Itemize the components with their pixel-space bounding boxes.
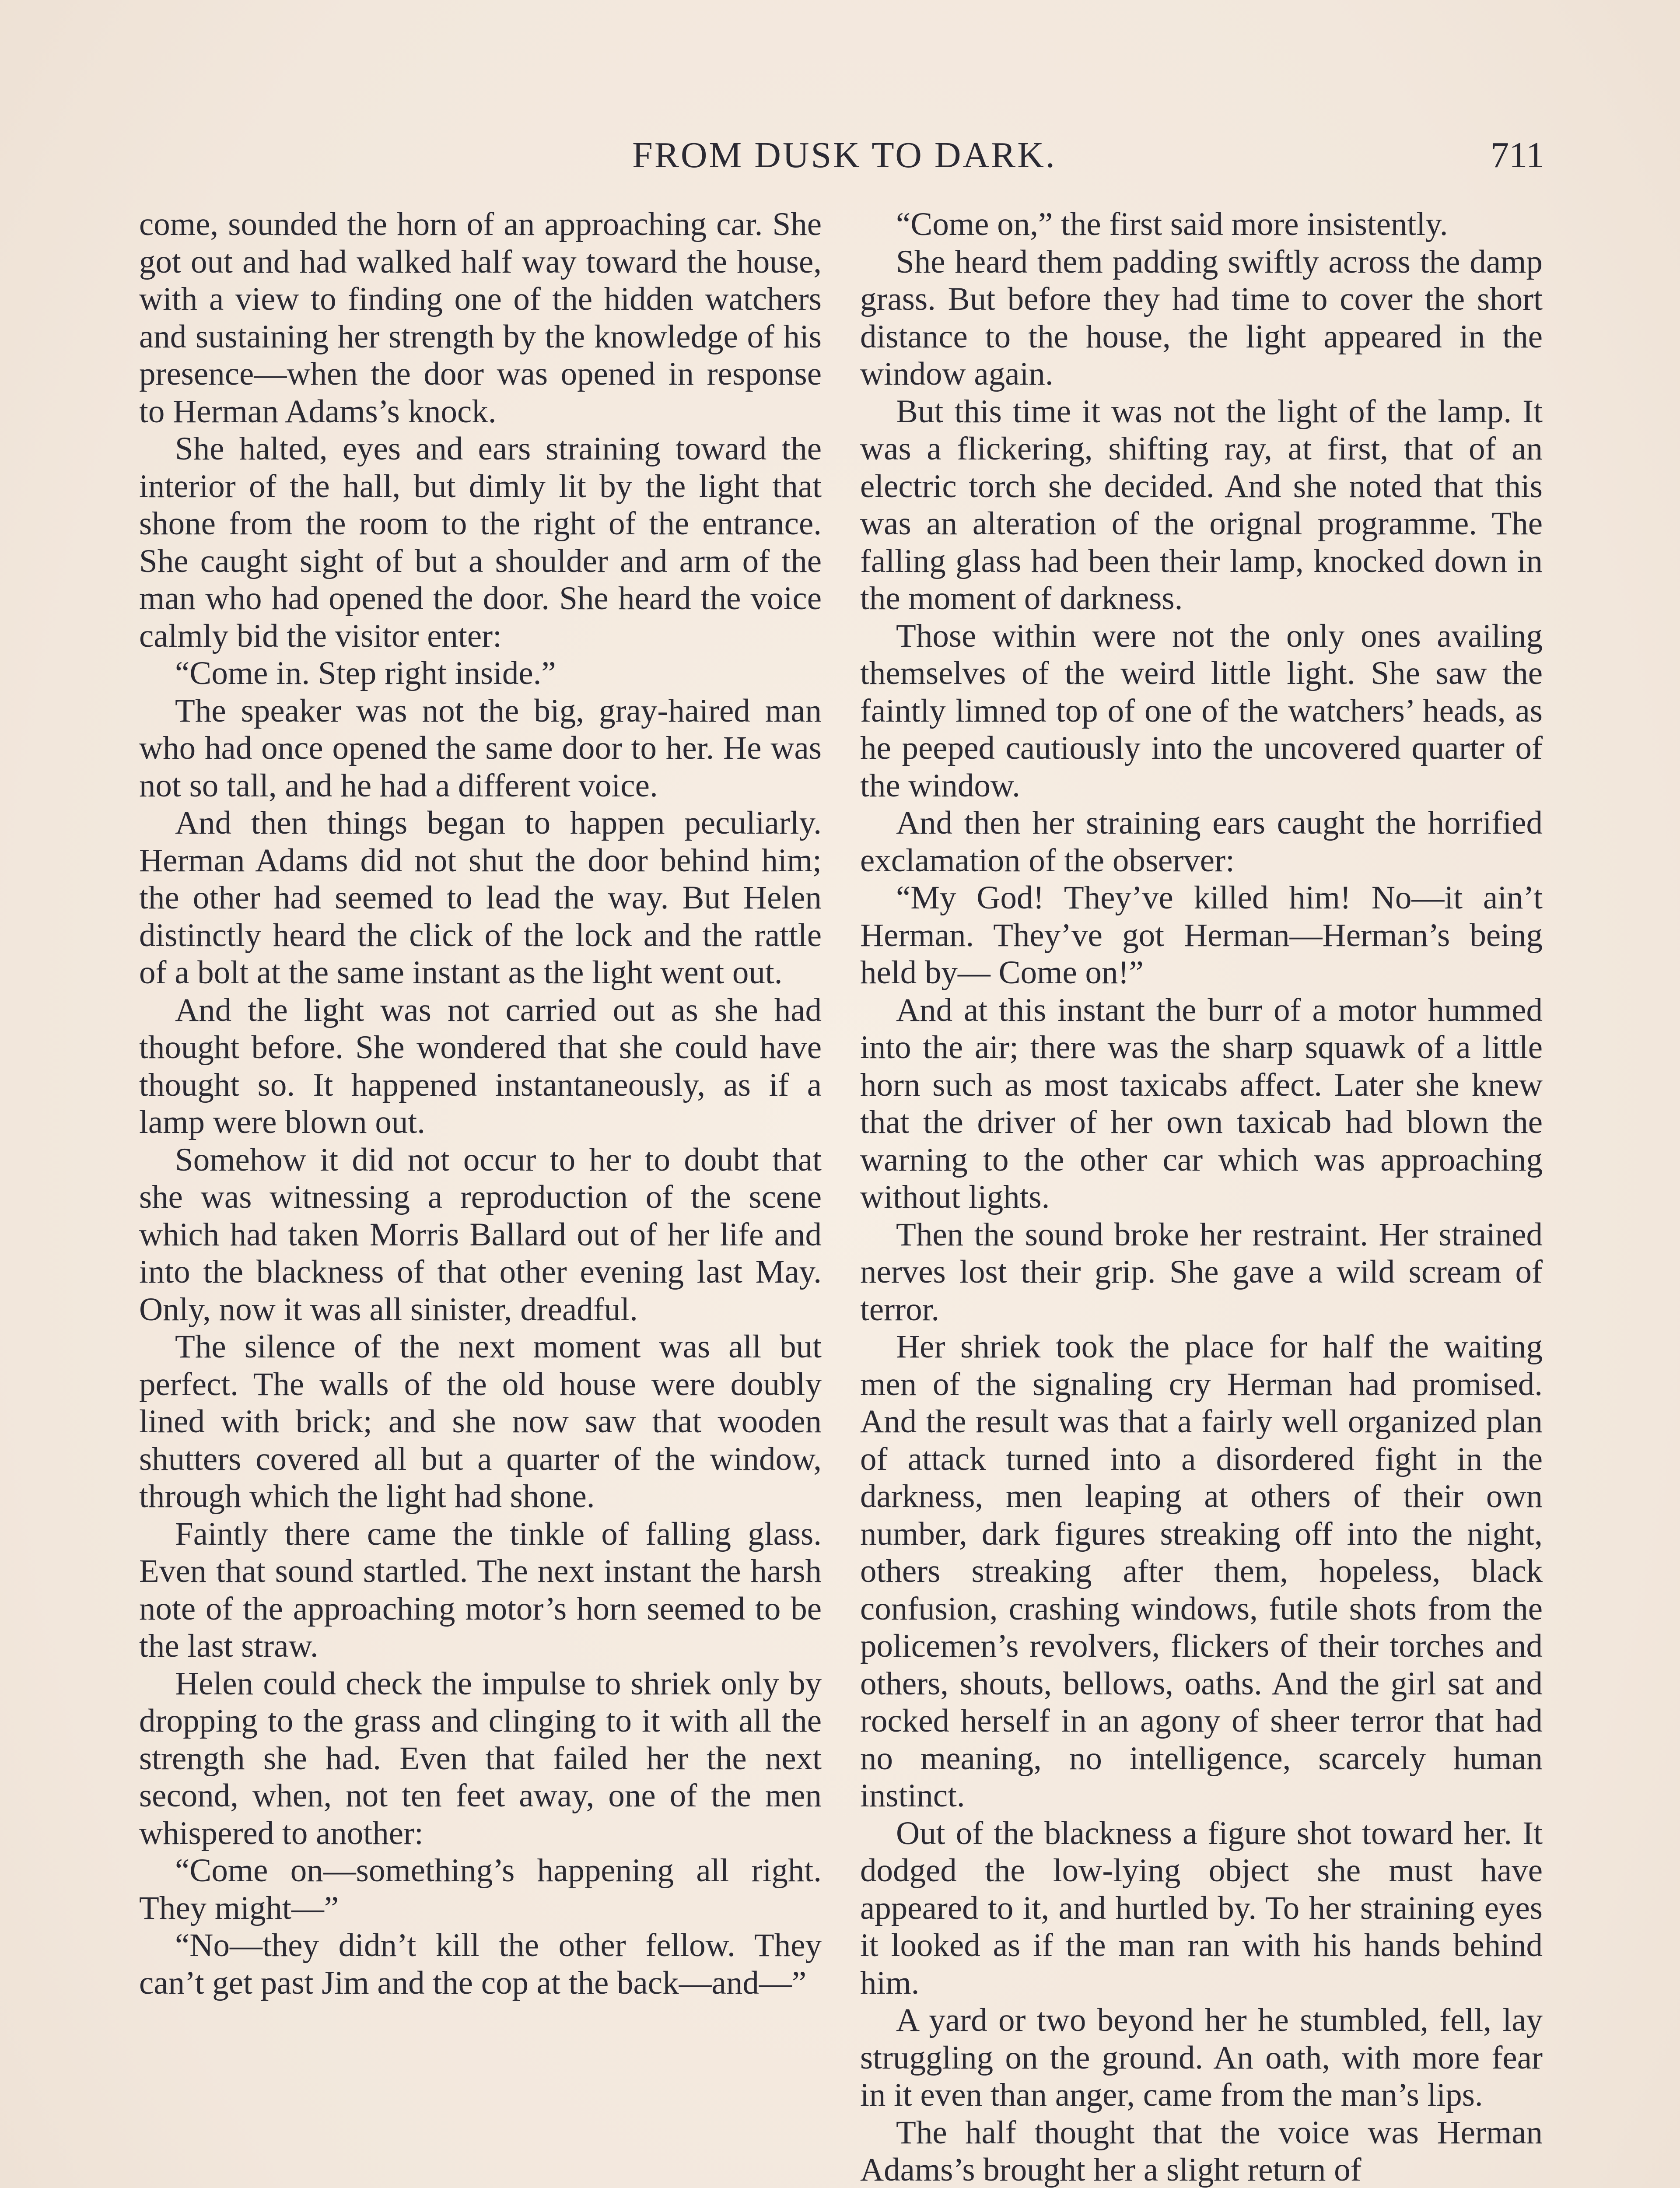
page-header xyxy=(144,131,1544,179)
paragraph: Helen could check the impulse to shriek only by dropping to the grass and clinging to it with all the strength she had. Even that failed her the next second, when, not ten feet away, one of the men whispered to another: xyxy=(139,1665,822,1851)
paragraph: And then her straining ears caught the horrified exclamation of the observer: xyxy=(860,805,1543,879)
paragraph: “Come in. Step right inside.” xyxy=(175,655,556,691)
paragraph: She halted, eyes and ears straining toward the interior of the hall, but dimly lit by the light that shone from the room to the right of the entrance. She caught sight of but a shoulder and arm of the man who had opened the door. She heard the voice calmly bid the visitor enter: xyxy=(139,431,822,654)
paragraph: Her shriek took the place for half the waiting men of the signaling cry Herman had promised. And the result was that a fairly well organized plan of attack turned into a disordered fight in the darkness, men leaping at others of their own number, dark figures streaking off into the night, others streaking after them, hopeless, black confusion, crashing windows, futile shots from the policemen’s revolvers, flickers of their torches and others, shouts, bellows, oaths. And the girl sat and rocked herself in an agony of sheer terror that had no meaning, no intelligence, scarcely human instinct. xyxy=(860,1329,1543,1814)
paragraph: The half thought that the voice was Herman Adams’s brought her a slight return of xyxy=(860,2114,1543,2188)
left-column xyxy=(139,206,822,2188)
paragraph: Those within were not the only ones availing themselves of the weird little light. She saw the faintly limned top of one of the watchers’ heads, as he peeped cautiously into the uncovered quarter of the window. xyxy=(860,617,1543,804)
paragraph: Then the sound broke her restraint. Her strained nerves lost their grip. She gave a wild scream of terror. xyxy=(860,1216,1543,1328)
paragraph: Faintly there came the tinkle of falling glass. Even that sound startled. The next instant the harsh note of the approaching motor’s horn seemed to be the last straw. xyxy=(139,1515,822,1664)
paragraph: And the light was not carried out as she had thought before. She wondered that she could have thought so. It happened instantaneously, as if a lamp were blown out. xyxy=(139,992,822,1140)
paragraph: But this time it was not the light of the lamp. It was a flickering, shifting ray, at first, that of an electric torch she decided. And she noted that this was an alteration of the orignal programme. The falling glass had been their lamp, knocked down in the moment of darkness. xyxy=(860,393,1543,617)
paragraph: “My God! They’ve killed him! No—it ain’t Herman. They’ve got Herman—Herman’s being held by— Come on!” xyxy=(860,880,1543,991)
paragraph: A yard or two beyond her he stumbled, fell, lay struggling on the ground. An oath, with more fear in it even than anger, came from the man’s lips. xyxy=(860,2002,1543,2113)
paragraph: And then things began to happen peculiarly. Herman Adams did not shut the door behind him; the other had seemed to lead the way. But Helen distinctly heard the click of the lock and the rattle of a bolt at the same instant as the light went out. xyxy=(139,805,822,991)
paragraph: “Come on,” the first said more insistently. xyxy=(896,206,1448,242)
paragraph: Somehow it did not occur to her to doubt that she was witnessing a reproduction of the scene which had taken Morris Ballard out of her life and into the blackness of that other evening last May. Only, now it was all sinister, dreadful. xyxy=(139,1141,822,1328)
paragraph: “No—they didn’t kill the other fellow. They can’t get past Jim and the cop at the back—and—” xyxy=(139,1927,822,2001)
paragraph: She heard them padding swiftly across the damp grass. But before they had time to cover the short distance to the house, the light appeared in the window again. xyxy=(860,243,1543,392)
running-title: FROM DUSK TO DARK. xyxy=(632,135,1057,175)
paragraph: The silence of the next moment was all but perfect. The walls of the old house were doubly lined with brick; and she now saw that wooden shutters covered all but a quarter of the window, through which the light had shone. xyxy=(139,1329,822,1515)
page-number: 711 xyxy=(1491,135,1544,175)
paragraph: come, sounded the horn of an approaching car. She got out and had walked half way toward the house, with a view to finding one of the hidden watchers and sustaining her strength by the knowledge of his presence—when the door was opened in response to Herman Adams’s knock. xyxy=(139,206,822,430)
paragraph: Out of the blackness a figure shot toward her. It dodged the low-lying object she must have appeared to it, and hurtled by. To her straining eyes it looked as if the man ran with his hands behind him. xyxy=(860,1815,1543,2001)
paragraph: The speaker was not the big, gray-haired man who had once opened the same door to her. He was not so tall, and he had a different voice. xyxy=(139,692,822,804)
paragraph: “Come on—something’s happening all right. They might—” xyxy=(139,1852,822,1926)
right-column xyxy=(860,206,1543,2188)
paragraph: And at this instant the burr of a motor hummed into the air; there was the sharp squawk of a little horn such as most taxicabs affect. Later she knew that the driver of her own taxicab had blown the warning to the other car which was approaching without lights. xyxy=(860,992,1543,1215)
